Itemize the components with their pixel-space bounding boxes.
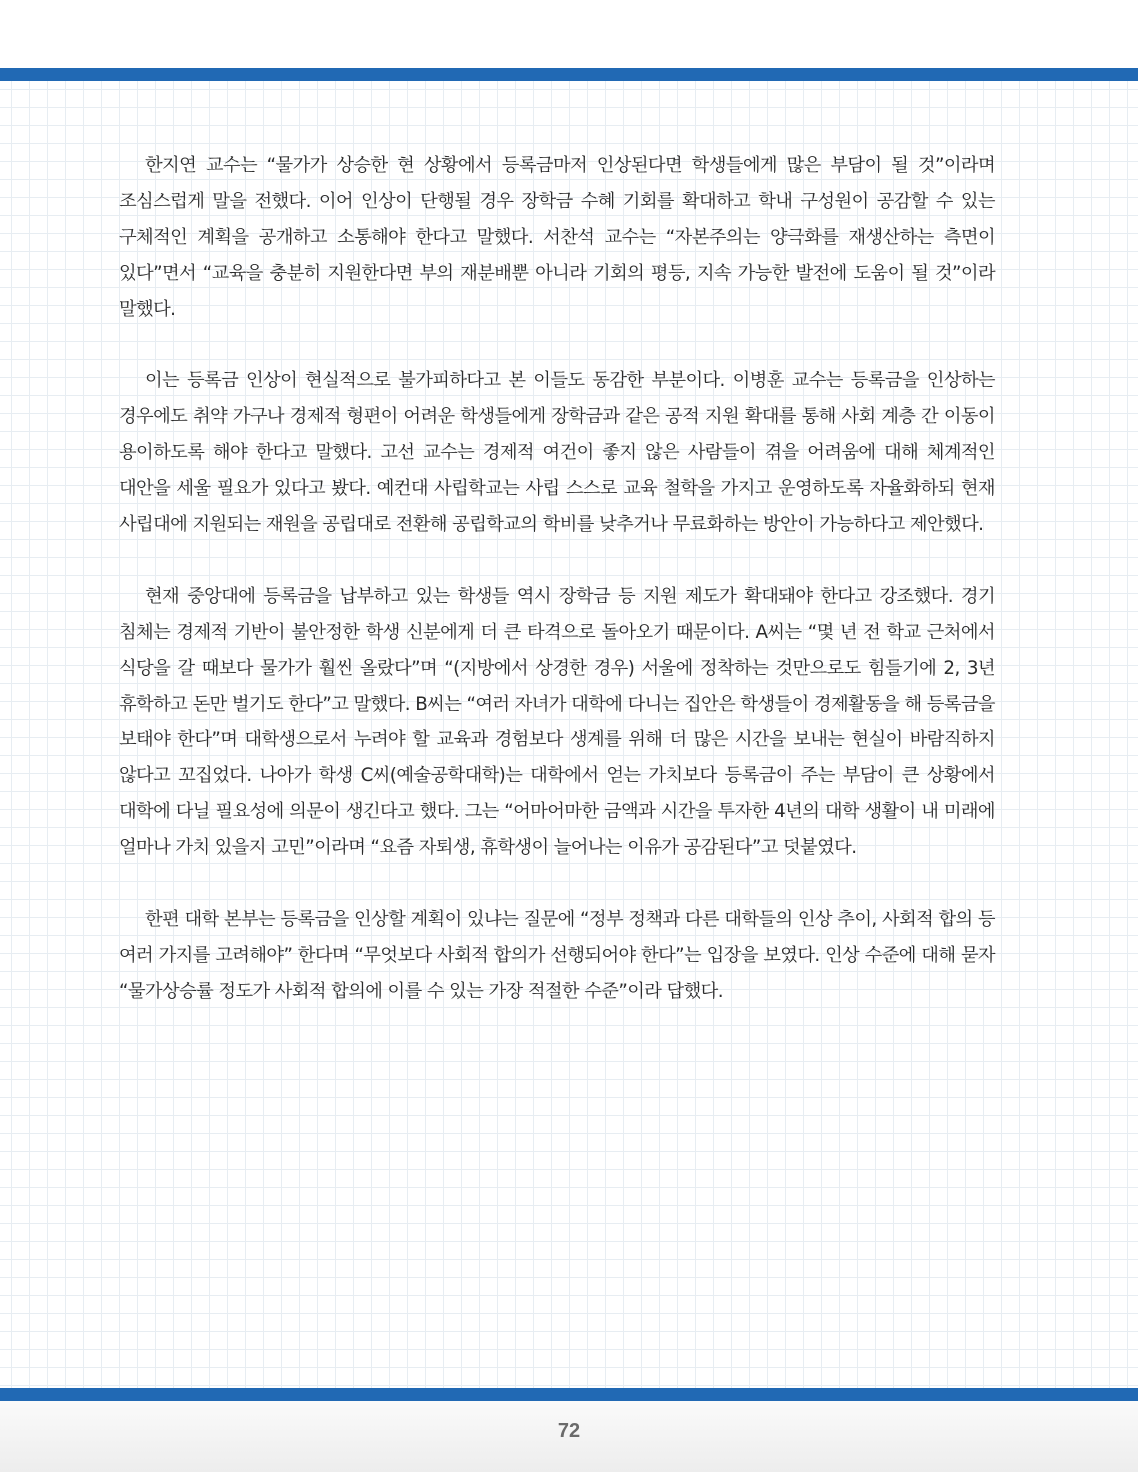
header-accent-bar [0, 68, 1138, 81]
article-paragraph-3: 현재 중앙대에 등록금을 납부하고 있는 학생들 역시 장학금 등 지원 제도가 확대돼야 한다고 강조했다. 경기 침체는 경제적 기반이 불안정한 학생 신분에게 더 큰 타격으로 돌아오기 때문이다. A씨는 “몇 년 전 학교 근처에서 식당을 갈 때보다 물가가 훨씬 올랐다”며 “(지방에서 상경한 경우) 서울에 정착하는 것만으로도 힘들기에 2, 3년 휴학하고 돈만 벌기도 한다”고 말했다. B씨는 “여러 자녀가 대학에 다니는 집안은 학생들이 경제활동을 해 등록금을 보태야 한다”며 대학생으로서 누려야 할 교육과 경험보다 생계를 위해 더 많은 시간을 보내는 현실이 바람직하지 않다고 꼬집었다. 나아가 학생 C씨(예술공학대학)는 대학에서 얻는 가치보다 등록금이 주는 부담이 큰 상황에서 대학에 다닐 필요성에 의문이 생긴다고 했다. 그는 “어마어마한 금액과 시간을 투자한 4년의 대학 생활이 내 미래에 얼마나 가치 있을지 고민”이라며 “요즘 자퇴생, 휴학생이 늘어나는 이유가 공감된다”고 덧붙였다. [119, 585, 995, 859]
article-paragraph-1: 한지연 교수는 “물가가 상승한 현 상황에서 등록금마저 인상된다면 학생들에게 많은 부담이 될 것”이라며 조심스럽게 말을 전했다. 이어 인상이 단행될 경우 장학금 수혜 기회를 확대하고 학내 구성원이 공감할 수 있는 구체적인 계획을 공개하고 소통해야 한다고 말했다. 서찬석 교수는 “자본주의는 양극화를 재생산하는 측면이 있다”면서 “교육을 충분히 지원한다면 부의 재분배뿐 아니라 기회의 평등, 지속 가능한 발전에 도움이 될 것”이라 말했다. [119, 155, 995, 320]
article-paragraph-2: 이는 등록금 인상이 현실적으로 불가피하다고 본 이들도 동감한 부분이다. 이병훈 교수는 등록금을 인상하는 경우에도 취약 가구나 경제적 형편이 어려운 학생들에게 장학금과 같은 공적 지원 확대를 통해 사회 계층 간 이동이 용이하도록 해야 한다고 말했다. 고선 교수는 경제적 여건이 좋지 않은 사람들이 겪을 어려움에 대해 체계적인 대안을 세울 필요가 있다고 봤다. 예컨대 사립학교는 사립 스스로 교육 철학을 가지고 운영하도록 자율화하되 현재 사립대에 지원되는 재원을 공립대로 전환해 공립학교의 학비를 낮추거나 무료화하는 방안이 가능하다고 제안했다. [119, 370, 995, 536]
page-number: 72 [557, 1420, 581, 1442]
article-paragraph-4: 한편 대학 본부는 등록금을 인상할 계획이 있냐는 질문에 “정부 정책과 다른 대학들의 인상 추이, 사회적 합의 등 여러 가지를 고려해야” 한다며 “무엇보다 사회적 합의가 선행되어야 한다”는 입장을 보였다. 인상 수준에 대해 묻자 “물가상승률 정도가 사회적 합의에 이를 수 있는 가장 적절한 수준”이라 답했다. [119, 908, 995, 1002]
article-body [119, 148, 995, 1046]
footer-accent-bar [0, 1388, 1138, 1401]
page-top-margin [0, 0, 1138, 68]
